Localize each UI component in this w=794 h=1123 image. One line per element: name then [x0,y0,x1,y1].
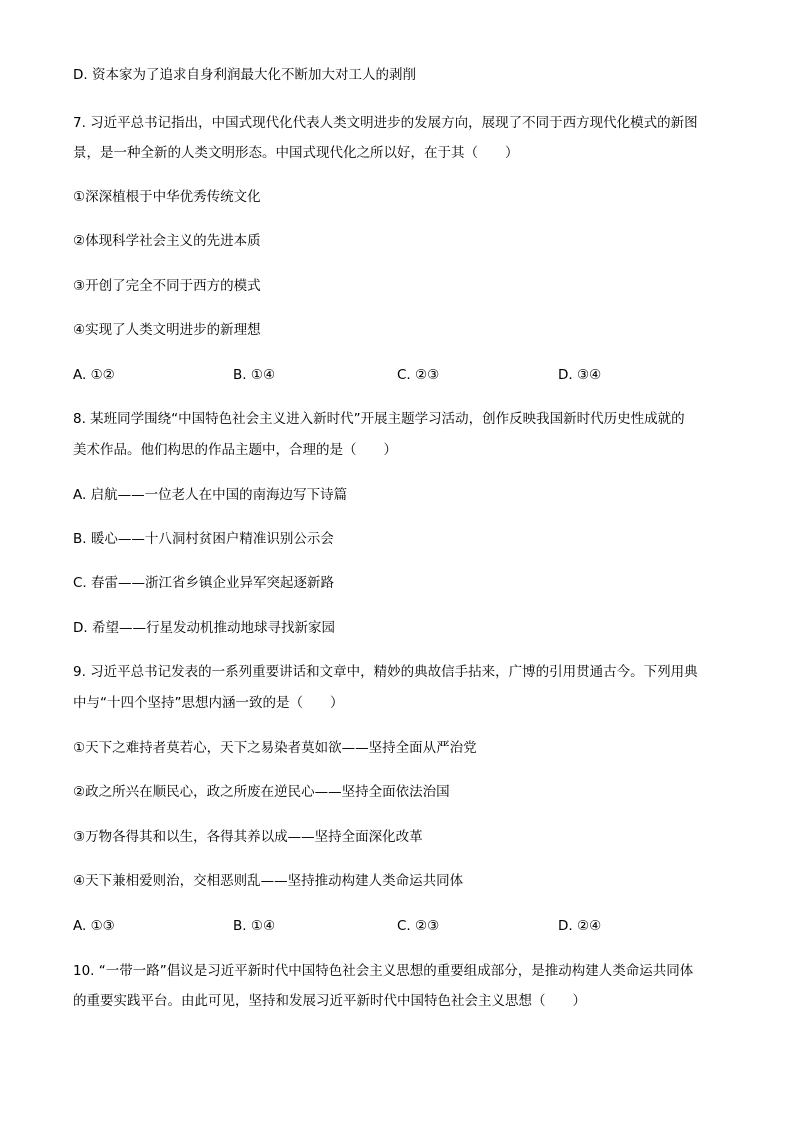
q7-stem-line1: 7. 习近平总书记指出，中国式现代化代表人类文明进步的发展方向，展现了不同于西方现代化模式的新图 [73,115,698,131]
q9-option-d: D. ②④ [558,918,602,934]
q8-option-a: A. 启航——一位老人在中国的南海边写下诗篇 [73,487,348,503]
q8-option-d: D. 希望——行星发动机推动地球寻找新家园 [73,620,335,636]
q7-item-4: ④实现了人类文明进步的新理想 [73,322,261,338]
q7-item-1: ①深深植根于中华优秀传统文化 [73,189,261,205]
q9-item-4: ④天下兼相爱则治，交相恶则乱——坚持推动构建人类命运共同体 [73,873,464,889]
q7-option-d: D. ③④ [558,367,602,383]
q9-item-1: ①天下之难持者莫若心，天下之易染者莫如欲——坚持全面从严治党 [73,740,477,756]
q9-item-2: ②政之所兴在顺民心，政之所废在逆民心——坚持全面依法治国 [73,784,450,800]
q7-stem-line2: 景，是一种全新的人类文明形态。中国式现代化之所以好，在于其（ ） [73,145,519,161]
q7-option-a: A. ①② [73,367,115,383]
q9-stem-line1: 9. 习近平总书记发表的一系列重要讲话和文章中，精妙的典故信手拈来，广博的引用贯通古今。下列用典 [73,664,698,680]
q9-option-a: A. ①③ [73,918,115,934]
q8-option-c: C. 春雷——浙江省乡镇企业异军突起逐新路 [73,575,335,591]
q9-option-b: B. ①④ [233,918,276,934]
q8-stem-line1: 8. 某班同学围绕“中国特色社会主义进入新时代”开展主题学习活动，创作反映我国新时代历史性成就的 [73,411,685,427]
q6-option-d: D. 资本家为了追求自身利润最大化不断加大对工人的剥削 [73,67,416,83]
q7-item-3: ③开创了完全不同于西方的模式 [73,278,261,294]
q9-item-3: ③万物各得其和以生，各得其养以成——坚持全面深化改革 [73,829,423,845]
q8-stem-line2: 美术作品。他们构思的作品主题中，合理的是（ ） [73,442,397,458]
q10-stem-line1: 10. “一带一路”倡议是习近平新时代中国特色社会主义思想的重要组成部分，是推动构建人类命运共同体 [73,963,694,979]
q7-option-c: C. ②③ [397,367,440,383]
q8-option-b: B. 暖心——十八洞村贫困户精准识别公示会 [73,531,334,547]
q7-option-b: B. ①④ [233,367,276,383]
q10-stem-line2: 的重要实践平台。由此可见，坚持和发展习近平新时代中国特色社会主义思想（ ） [73,993,586,1009]
q9-option-c: C. ②③ [397,918,440,934]
q7-item-2: ②体现科学社会主义的先进本质 [73,233,261,249]
q9-stem-line2: 中与“十四个坚持”思想内涵一致的是（ ） [73,695,344,711]
